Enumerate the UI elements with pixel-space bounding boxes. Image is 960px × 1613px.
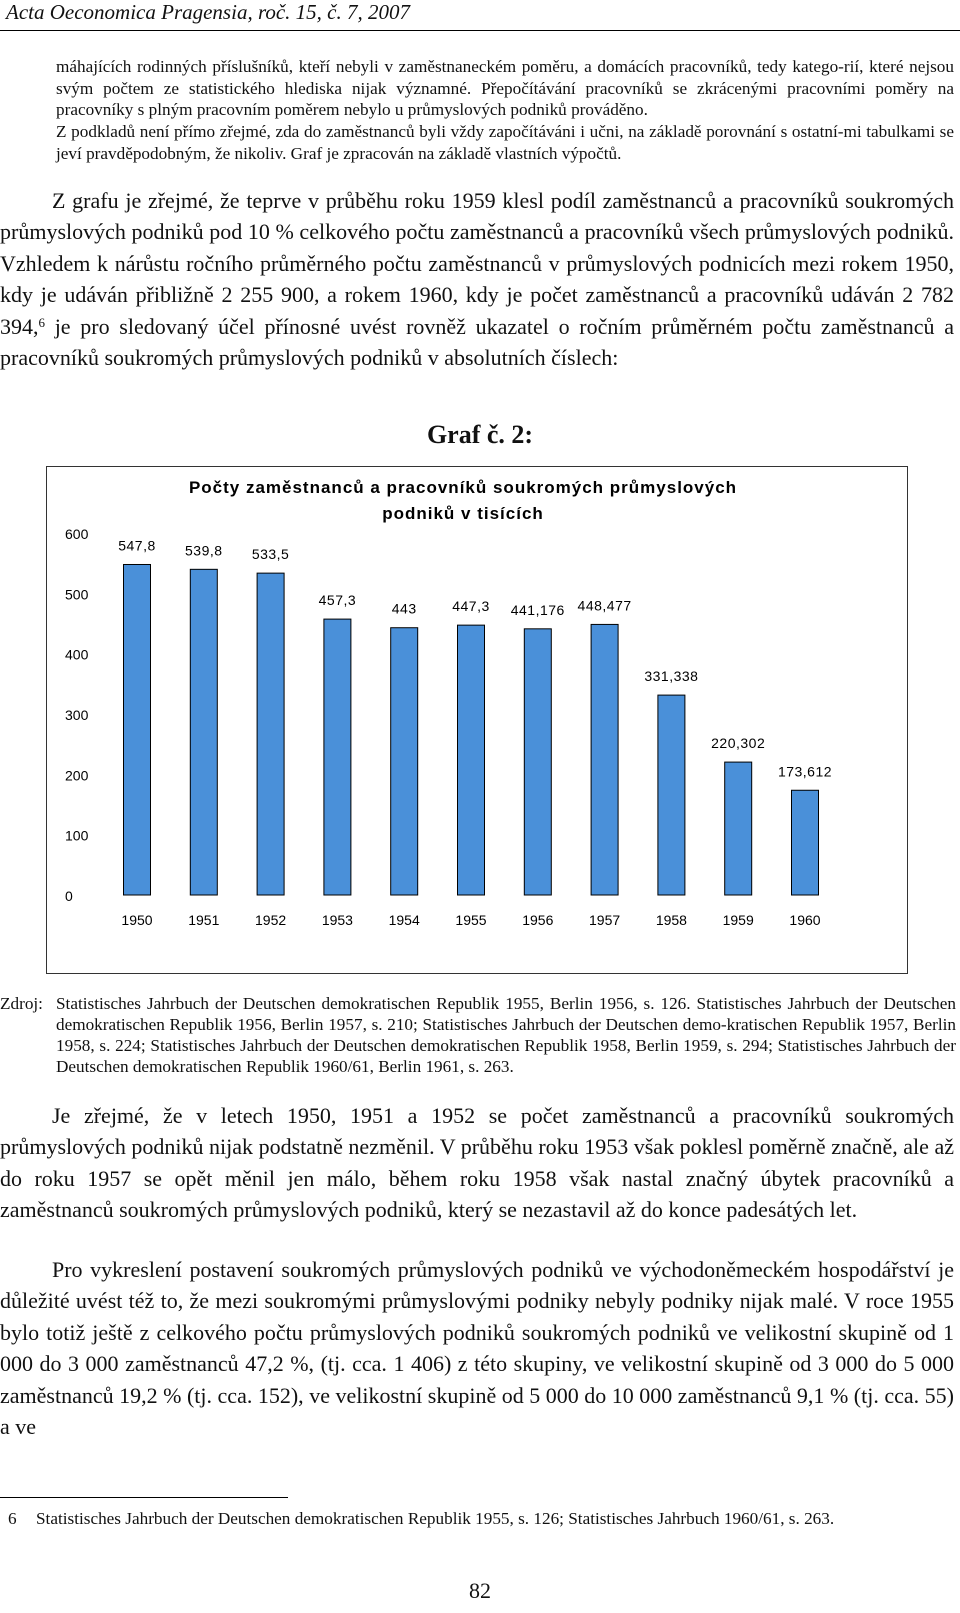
x-tick-label: 1951 (188, 912, 220, 928)
footnote (0, 1507, 956, 1531)
footnote-rule (0, 1497, 288, 1498)
y-tick-label: 500 (65, 586, 89, 603)
y-tick-label: 0 (65, 888, 73, 904)
bar-chart (46, 466, 908, 974)
paragraph-1-text: Z grafu je zřejmé, že teprve v průběhu roku 1959 klesl podíl zaměstnanců a pracovníků soukromých průmyslových podniků pod 10 % celkového počtu zaměstnanců a pracovníků všech průmyslových podniků. Vzhledem k nárůstu ročního průměrného počtu zaměstnanců v průmyslových podnicích mezi rokem 1950, kdy je udáván přibližně 2 255 900, a rokem 1960, kdy je počet zaměstnanců a pracovníků udáván 2 782 394, (0, 188, 954, 339)
chart-bar-1957 (591, 624, 618, 895)
x-tick-label: 1955 (455, 912, 487, 928)
chart-bar-1954 (391, 628, 418, 895)
y-tick-label: 100 (65, 827, 89, 844)
chart-data-label: 448,477 (577, 597, 632, 614)
x-tick-label: 1958 (655, 912, 687, 928)
footnote-number: 6 (8, 1509, 17, 1528)
note-paragraph-1: máhajících rodinných příslušníků, kteří nebyli v zaměstnaneckém poměru, a domácích pracovníků, tedy katego-rií, které nejsou svým počtem ze statistického hlediska nijak významné. Přepočítávání pracovníků se zkrácenými pracovními poměry na pracovníky s plným pracovním poměrem nebylo u průmyslových podniků prováděno. (56, 57, 954, 119)
chart-bar-1959 (725, 762, 752, 895)
chart-data-label: 539,8 (185, 542, 223, 559)
y-tick-label: 300 (65, 707, 89, 723)
page-number: 82 (469, 1578, 491, 1603)
x-tick-label: 1957 (589, 912, 621, 928)
chart-source (0, 993, 956, 1077)
y-axis-ticks (65, 526, 89, 904)
chart-data-label: 547,8 (118, 537, 156, 554)
chart-data-label: 441,176 (510, 601, 565, 618)
paragraph-3: Pro vykreslení postavení soukromých průmyslových podniků ve východoněmeckém hospodářství je důležité uvést též to, že mezi soukromými průmyslovými podniky nebyly podniky nijak malé. V roce 1955 bylo totiž ještě z celkového počtu průmyslových podniků soukromých podniků ve velikostní skupině od 1 000 do 3 000 zaměstnanců 47,2 %, (tj. cca. 1 406) z této skupiny, ve velikostní skupině od 3 000 do 5 000 zaměstnanců 19,2 % (tj. cca. 152), ve velikostní skupině od 5 000 do 10 000 zaměstnanců 9,1 % (tj. cca. 55) a ve (0, 1257, 954, 1440)
chart-data-label: 173,612 (777, 763, 833, 780)
chart-title-line: podniků v tisících (382, 504, 544, 523)
chart-data-label: 220,302 (711, 735, 766, 752)
y-tick-label: 600 (65, 526, 89, 542)
note-paragraph-2: Z podkladů není přímo zřejmé, zda do zaměstnanců byli vždy započítáváni i učni, na základě porovnání s ostatní-mi tabulkami se jeví pravděpodobným, že nikoliv. Graf je zpracován na základě vlastních výpočtů. (56, 122, 954, 163)
source-label: Zdroj: (0, 994, 43, 1013)
x-tick-label: 1950 (121, 912, 153, 928)
footnote-ref[interactable]: 6 (38, 314, 45, 330)
chart-bar-1952 (257, 573, 284, 895)
paragraph-2: Je zřejmé, že v letech 1950, 1951 a 1952 se počet zaměstnanců a pracovníků soukromých průmyslových podniků nijak podstatně nezměnil. V průběhu roku 1953 však poklesl poměrně značně, ale až do roku 1957 se opět měnil jen málo, během roku 1958 však nastal značný úbytek pracovníků a zaměstnanců soukromých průmyslových podniků, který se nezastavil až do konce padesátých let. (0, 1103, 954, 1223)
source-text: Statistisches Jahrbuch der Deutschen demokratischen Republik 1955, Berlin 1956, s. 126. Statistisches Jahrbuch der Deutschen demokratischen Republik 1956, Berlin 1957, s. 210; Statistisches Jahrbuch der Deutschen demo-kratischen Republik 1957, Berlin 1958, s. 224; Statistisches Jahrbuch der Deutschen demokratischen Republik 1958, Berlin 1959, s. 294; Statistisches Jahrbuch der Deutschen demokratischen Republik 1960/61, Berlin 1961, s. 263. (56, 994, 956, 1076)
chart-svg (47, 467, 907, 973)
y-tick-label: 400 (65, 646, 89, 663)
chart-title-line: Počty zaměstnanců a pracovníků soukromých průmyslových (188, 478, 738, 497)
chart-bar-1958 (658, 695, 685, 895)
y-tick-label: 200 (65, 767, 89, 784)
chart-bar-1951 (190, 569, 217, 895)
x-tick-label: 1953 (321, 912, 353, 928)
chart-title (189, 478, 737, 523)
paragraph-1 (0, 185, 954, 373)
figure-label: Graf č. 2: (426, 420, 534, 449)
header-rule (0, 30, 960, 31)
x-axis-ticks (121, 912, 820, 928)
running-head: Acta Oeconomica Pragensia, roč. 15, č. 7, 2007 (6, 0, 410, 24)
paragraph-1-text-cont: je pro sledovaný účel přínosné uvést rovněž ukazatel o ročním průměrném počtu zaměstnanců a pracovníků soukromých průmyslových podniků v absolutních číslech: (0, 313, 954, 371)
x-tick-label: 1956 (522, 912, 554, 928)
x-tick-label: 1954 (388, 912, 420, 928)
x-tick-label: 1952 (255, 912, 287, 928)
footnote-text: Statistisches Jahrbuch der Deutschen demokratischen Republik 1955, s. 126; Statistisches Jahrbuch 1960/61, s. 263. (36, 1509, 835, 1528)
chart-bar-1953 (324, 619, 351, 895)
chart-bar-1955 (458, 625, 485, 895)
x-tick-label: 1959 (722, 912, 754, 928)
x-tick-label: 1960 (789, 912, 821, 928)
chart-bar-1950 (124, 564, 151, 895)
chart-bar-1956 (524, 629, 551, 895)
chart-data-label: 331,338 (644, 668, 699, 685)
chart-data-label: 443 (391, 600, 417, 617)
chart-data-label: 457,3 (318, 592, 357, 609)
chart-data-label: 447,3 (452, 598, 490, 615)
chart-data-label: 533,5 (251, 546, 290, 563)
chart-bar-1960 (792, 790, 819, 895)
